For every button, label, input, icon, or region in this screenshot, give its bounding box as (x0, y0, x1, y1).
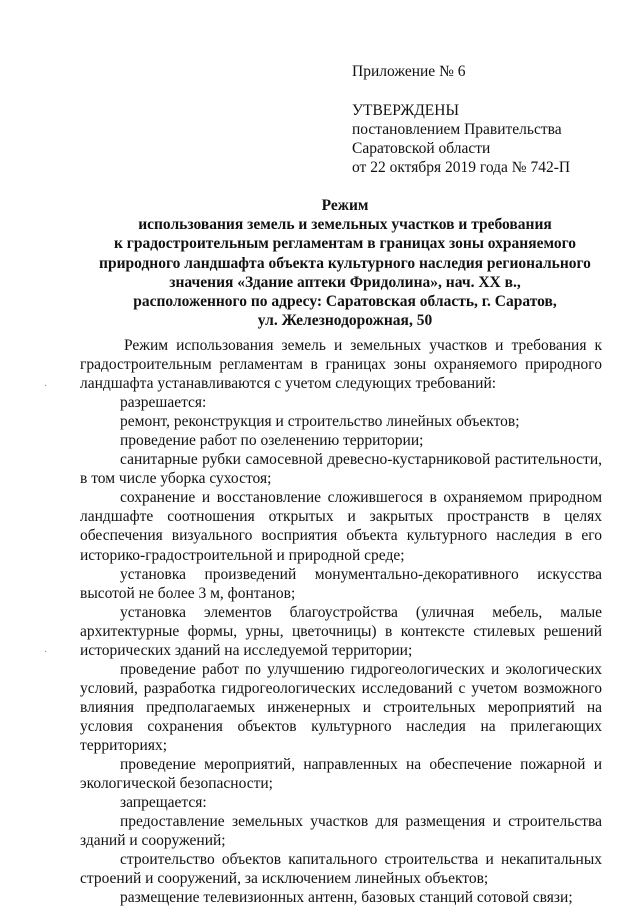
prohibited-item: строительство объектов капитального строительства и некапитальных строений и сооружений, за исключением линейных объектов; (80, 851, 602, 888)
allowed-item: санитарные рубки самосевной древесно-кустарниковой растительности, в том числе уборка сухостоя; (80, 451, 602, 488)
approval-line-1: постановлением Правительства (352, 121, 562, 138)
allowed-item: установка произведений монументально-декоративного искусства высотой не более 3 м, фонтанов; (80, 565, 602, 602)
allowed-item: сохранение и восстановление сложившегося в охраняемом природном ландшафте соотношения открытых и закрытых пространств в целях обеспечения визуального восприятия объекта культурного наследия в его историко-градостроительной и природной среде; (80, 489, 602, 564)
allowed-item: установка элементов благоустройства (уличная мебель, малые архитектурные формы, урны, цветочницы) в контексте стилевых решений исторических зданий на исследуемой территории; (80, 603, 602, 659)
appendix-number: Приложение № 6 (352, 63, 466, 80)
title-line-5: значения «Здание аптеки Фридолина», нач. XX в., (169, 273, 521, 291)
approved-heading: УТВЕРЖДЕНЫ (352, 102, 459, 119)
title-line-2: использования земель и земельных участков и требования (138, 216, 552, 234)
allowed-item: проведение работ по озеленению территории; (120, 432, 424, 450)
allowed-item: проведение работ по улучшению гидрогеологических и экологических условий, разработка гидрогеологических исследований с учетом возможного влияния предполагаемых инженерных и строительных мероприятий на условия сохранения объектов культурного наследия на прилегающих территориях; (80, 660, 602, 754)
title-line-3: к градостроительным регламентам в границах зоны охраняемого (114, 235, 576, 253)
prohibited-item: размещение телевизионных антенн, базовых станций сотовой связи; (120, 889, 573, 907)
allowed-item: проведение мероприятий, направленных на обеспечение пожарной и экологической безопасности; (80, 756, 602, 793)
prohibited-heading: запрещается: (120, 794, 207, 812)
allowed-item: ремонт, реконструкция и строительство линейных объектов; (120, 413, 520, 431)
title-line-7: ул. Железнодорожная, 50 (257, 312, 433, 330)
title-line-4: природного ландшафта объекта культурного наследия регионального (99, 254, 591, 272)
intro-paragraph: Режим использования земель и земельных участков и требования к градостроительным регламентам в границах зоны охраняемого природного ландшафта устанавливаются с учетом следующих требований: (80, 337, 602, 393)
approval-block (352, 62, 622, 177)
scan-speck: · (44, 381, 48, 392)
scan-speck: · (44, 647, 48, 658)
document-title (70, 196, 620, 330)
document-body (80, 336, 602, 907)
title-line-6: расположенного по адресу: Саратовская область, г. Саратов, (133, 293, 557, 311)
approval-line-3: от 22 октября 2019 года № 742-П (352, 159, 571, 176)
title-line-1: Режим (321, 197, 369, 214)
allowed-heading: разрешается: (120, 394, 207, 412)
approval-line-2: Саратовской области (352, 140, 491, 157)
prohibited-item: предоставление земельных участков для размещения и строительства зданий и сооружений; (80, 813, 602, 850)
